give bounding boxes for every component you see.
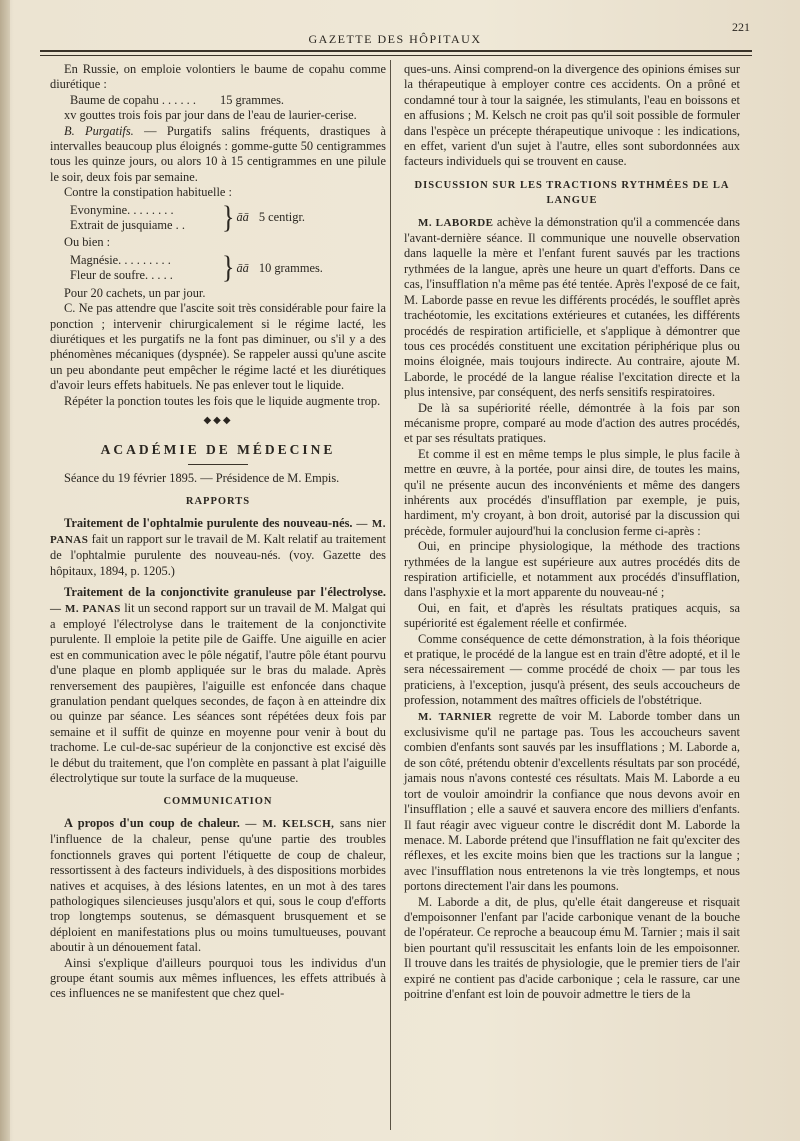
header-rule-thin (40, 55, 752, 56)
column-divider (390, 60, 391, 1130)
paragraph: Comme conséquence de cette démonstration, à la fois théorique et pratique, le procédé de la langue est en train d'être adopté, et il le sera nécessairement — comme procédé de choix — par tous les praticiens, à l'exception, jusqu'à présent, des seuls accoucheurs de profession, notamment des maîtres officiels de l'obstétrique. (404, 631, 740, 708)
article-conjonctivite (50, 585, 386, 786)
page-number: 221 (732, 20, 750, 34)
page-binding-edge (0, 0, 10, 1141)
paragraph-text: — Purgatifs salins fréquents, drastiques à intervalles beaucoup plus éloignés : gomme-gutte 50 centigrammes tous les quinze jours, ou alors 10 à 15 centigrammes en une pilule le soir, deux fois par semaine. (50, 123, 386, 184)
discussion-tarnier (404, 709, 740, 895)
page-header (40, 14, 750, 54)
paragraph: Ou bien : (64, 235, 111, 250)
prescription-item: Baume de copahu . . . . . . (70, 92, 196, 107)
article-title: A propos d'un coup de chaleur. (64, 815, 240, 830)
section-label: B. Purgatifs. (64, 123, 134, 138)
author-name: — M. PANAS (50, 517, 386, 546)
paragraph: Contre la constipation habituelle : (64, 185, 232, 200)
article-title: Traitement de la conjonctivite granuleuse par l'électrolyse. (64, 585, 386, 600)
left-column (50, 62, 386, 1002)
article-text: sans nier l'influence de la chaleur, pense qu'une partie des troubles fonctionnels graves qui portent l'étiquette de coup de chaleur, ressortissent à des facteurs individuels, à des dispositions morbides natives et acquises, à des lésions latentes, en un mot à des tares pathologiques silencieuses jusqu'alors et qui, sous le coup d'efforts trop longtemps soutenus, se démasquent brusquement et se déploient en manifestations plus ou moins tumultueuses, pouvant aboutir à un dénouement fatal. (50, 815, 387, 955)
paragraph: De là sa supériorité réelle, démontrée à la fois par son mécanisme propre, comparé au mode d'action des autres procédés, et par ses résultats pratiques. (404, 400, 740, 446)
seance-line: Séance du 19 février 1895. — Présidence de M. Empis. (64, 470, 340, 485)
discussion-laborde (404, 215, 740, 401)
paragraph: xv gouttes trois fois par jour dans de l'eau de laurier-cerise. (64, 108, 357, 123)
paragraph: Répéter la ponction toutes les fois que le liquide augmente trop. (64, 393, 381, 408)
brace-glyph: } (222, 250, 235, 286)
paragraph: Et comme il est en même temps le plus simple, le plus facile à mettre en œuvre, à la portée, pour ainsi dire, de toutes les mains, qu'il ne présente aucun des inconvénients et même des dangers inhérents aux procédés d'insufflation par exemple, je puis, hardiment, m'y croyant, à bon droit, autorisé par la discussion qui précède, formuler aujourd'hui la conclusion ferme ci-après : (404, 446, 740, 538)
prescription-item: Fleur de soufre. . . . . (70, 268, 173, 283)
prescription-item: Magnésie. . . . . . . . . (70, 252, 171, 267)
author-name: M. LABORDE (418, 216, 494, 229)
paragraph: En Russie, on emploie volontiers le baume de copahu comme diurétique : (50, 62, 386, 92)
paragraph-text: achève la démonstration qu'il a commencée dans l'avant-dernière séance. Il communique une nouvelle observation dans laquelle la mère et l'enfant furent sauvés par les tractions rythmées de la langue, après une heure un quart d'efforts. Dans ce cas, l'insufflation n'a même pas été tentée. Après l'exposé de ce fait, M. Laborde passe en revue les différents procédés, le soufflet après trachéotomie, les excitations extérieures et cutanées, les différents procédés de respiration artificielle, et s'applique à démontrer que tous ces procédés constituent une excitation périphérique plus ou moins éloignée, mais toujours indirecte. Au contraire, ajoute M. Laborde, le procédé de la langue réalise l'excitation directe et la plus intensive, par conséquent, des nerfs sensitifs respiratoires. (404, 214, 740, 400)
running-title: GAZETTE DES HÔPITAUX (308, 32, 482, 46)
paragraph: Ainsi s'explique d'ailleurs pourquoi tous les individus d'un groupe étant soumis aux mêmes influences, les effets attribués à ces influences ne se manifestent que chez quel- (50, 955, 386, 1001)
article-text: lit un second rapport sur un travail de M. Malgat qui a employé l'électrolyse dans le traitement de la conjonctivite purulente. Il emploie la petite pile de Gaiffe. Une aiguille en acier est en communication avec le pôle négatif, l'autre pôle étant pourvu d'une plaque en plomb appliquée sur le bras du malade. Après renversement des paupières, l'aiguille est enfoncée dans chaque granulation pendant quelques secondes, de façon à en atteindre dix ou quinze par séance. Les séances sont répétées deux fois par semaine et il suffit de quinze en moyenne pour venir à bout du trachome. Le cul-de-sac supérieur de la conjonctive est excisé dès le début du traitement, que l'on complète en passant à plat l'aiguille électrolytique sur toute la surface de la muqueuse. (50, 600, 387, 786)
prescription-item: Extrait de jusquiame . . (70, 218, 185, 233)
prescription-magnesie (70, 250, 386, 286)
prescription-evonymine (70, 200, 386, 235)
right-column (404, 62, 740, 1002)
author-name: — M. KELSCH, (245, 817, 335, 830)
author-name: M. TARNIER (418, 710, 493, 723)
prescription-aa: āā (236, 260, 249, 275)
paragraph-text: regrette de voir M. Laborde tomber dans un exclusivisme qu'il ne partage pas. Tous les accoucheurs savent combien d'enfants sont sauvés par les insufflations ; M. Laborde a, de son côté, prétendu obtenir d'excellents résultats par son procédé, jamais nous n'avons contesté ces résultats. Mais M. Laborde a eu tort de vouloir amoindrir la confiance que nous devons avoir en l'insufflation ; elle a sauvé et sauvera encore des milliers d'enfants. Il faut réagir avec vigueur contre le discrédit dont M. Laborde la menace. M. Laborde prétend que l'insufflation ne fait qu'exciter des réflexes, et les excite moins bien que les tractions sur la langue ; avec l'insufflation nous entretenons la vie très longtemps, et nous portons directement l'air dans les poumons. (404, 708, 740, 894)
subheading-discussion: DISCUSSION SUR LES TRACTIONS RYTHMÉES DE LA LANGUE (414, 179, 730, 207)
prescription-aa: āā (236, 210, 249, 225)
ornament-divider: ◆◆◆ (203, 414, 233, 426)
brace-glyph: } (222, 200, 235, 235)
subheading-communication: COMMUNICATION (163, 796, 273, 808)
prescription-dose: 15 grammes. (220, 92, 285, 107)
prescription-dose: 10 grammes. (258, 260, 323, 275)
prescription-item: Evonymine. . . . . . . . (70, 202, 174, 217)
header-rule (40, 50, 752, 52)
small-rule (188, 464, 248, 465)
article-text: fait un rapport sur le travail de M. Kalt relatif au traitement de l'ophtalmie purulente des nouveau-nés. (voy. Gazette des hôpitaux, 1894, p. 1205.) (50, 531, 386, 578)
paragraph: M. Laborde a dit, de plus, qu'elle était dangereuse et risquait d'empoisonner l'enfant par l'acide carbonique venant de la bouche de l'opérateur. Ce reproche a beaucoup ému M. Tarnier ; mais il sait bien pourtant qu'il ressuscitait les enfants loin de les empoisonner. Il trouve dans les traités de physiologie, que le premier tiers de l'air expiré ne contient pas d'acide carbonique ; cela le rassure, car une poitrine d'enfant est loin de pouvoir admettre le tiers de la (404, 894, 740, 1001)
paragraph: Pour 20 cachets, un par jour. (64, 285, 206, 300)
prescription-dose: 5 centigr. (258, 210, 305, 225)
article-coup-de-chaleur (50, 816, 386, 956)
paragraph: Oui, en principe physiologique, la méthode des tractions rythmées de la langue est supérieure aux autres procédés dits de respiration artificielle, et notamment aux procédés d'insufflation, dans l'asphyxie et la mort apparente du nouveau-né ; (404, 539, 740, 600)
paragraph: Oui, en fait, et d'après les résultats pratiques acquis, sa supériorité est également réelle et confirmée. (404, 600, 740, 631)
paragraph (50, 124, 386, 186)
article-ophtalmie (50, 516, 386, 580)
subheading-rapports: RAPPORTS (185, 496, 251, 508)
author-name: — M. PANAS (50, 602, 121, 615)
section-heading-academie: ACADÉMIE DE MÉDECINE (100, 442, 336, 458)
paragraph: C. Ne pas attendre que l'ascite soit très considérable pour faire la ponction ; intervenir chirurgicalement si le régime lacté, les diurétiques et les purgatifs ne la font pas diminuer, ou s'il y a des phénomènes mécaniques (dyspnée). Se rappeler aussi qu'une ascite un peu abondante peut empêcher le régime lacté et les diurétiques d'avoir leurs effets habituels. Ne pas enlever tout le liquide. (50, 301, 386, 393)
paragraph: ques-uns. Ainsi comprend-on la divergence des opinions émises sur la thérapeutique à employer contre ces accidents. On a prôné et condamné tour à tour la saignée, les stimulants, l'eau en boissons et en affusions ; M. Kelsch ne croit pas qu'il soit possible de formuler dans l'espèce un précepte thérapeutique univoque : les indications, en effet, varient d'un sujet à l'autre, elles sont subordonnées aux facteurs individuels qui se trouvent en cause. (404, 62, 740, 169)
article-title: Traitement de l'ophtalmie purulente des nouveau-nés. (64, 515, 353, 530)
prescription-copahu (50, 93, 386, 108)
